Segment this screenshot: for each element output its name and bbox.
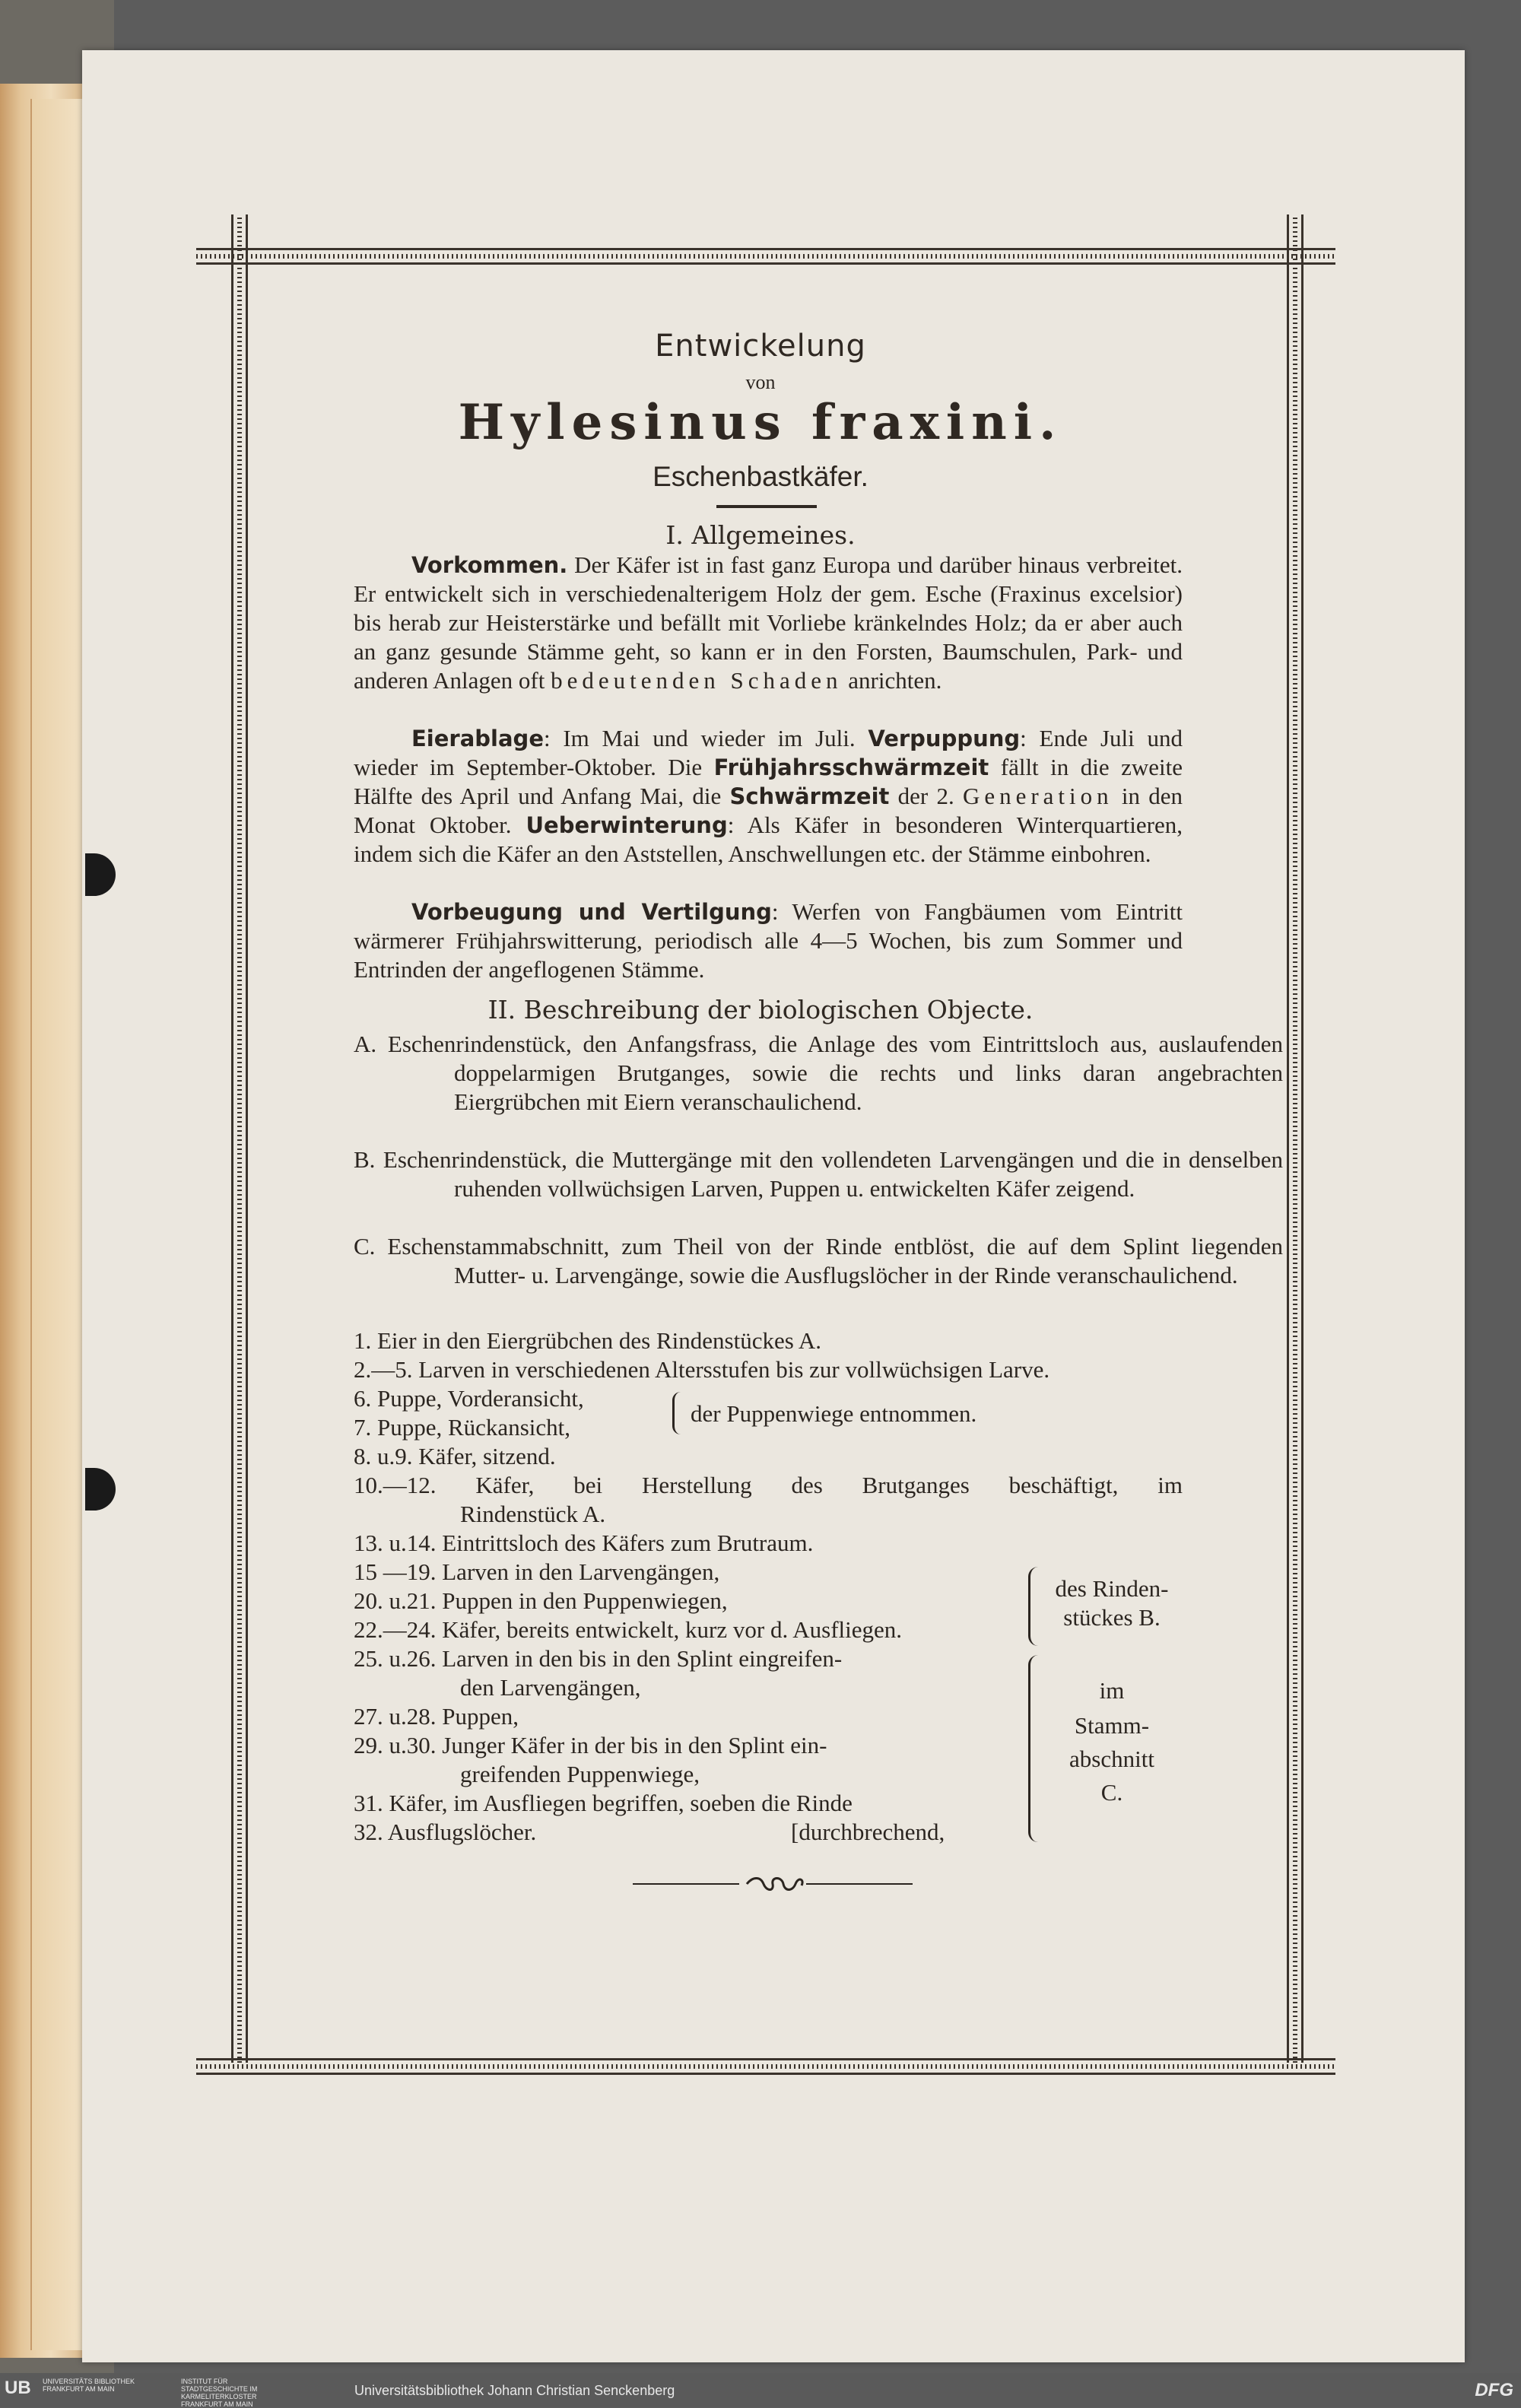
text-eierablage: : Im Mai und wieder im Juli. <box>544 725 868 751</box>
text-vorkommen: Der Käfer ist in fast ganz Europa und darüber hinaus verbreitet. Er entwickelt sich in verschiedenalterigem Holz der gem. Esche (Fraxinus excelsior) bis herab zur Heisterstärke und befällt mit Vorliebe kränkelndes Holz; da er aber auch an ganz gesunde Stämme geht, so kann er in den Forsten, Baumschulen, Park- und anderen Anlagen oft <box>354 551 1183 694</box>
list-line: 20. u.21. Puppen in den Puppenwiegen, <box>354 1587 728 1614</box>
list-line: 2.—5. Larven in verschiedenen Altersstufen bis zur vollwüchsigen Larve. <box>354 1356 1050 1383</box>
text-fruehjahr: fällt in die zweite Hälfte des April und Anfang Mai, die <box>354 754 1183 809</box>
list-line: 1. Eier in den Eiergrübchen des Rindenstückes A. <box>354 1327 821 1354</box>
object-b: B. Eschenrindenstück, die Muttergänge mit den vollendeten Larvengängen und die in denselben ruhenden vollwüchsigen Larven, Puppen u. entwickelten Käfer zeigend. <box>354 1146 1283 1202</box>
text-vorkommen-spaced: bedeutenden Schaden <box>551 667 843 694</box>
list-line: 13. u.14. Eintrittsloch des Käfers zum Brutraum. <box>354 1530 814 1556</box>
rinden-note-2: stückes B. <box>1063 1604 1161 1631</box>
title-entwickelung: Entwickelung <box>655 329 866 364</box>
text-vorkommen-end: anrichten. <box>842 667 942 694</box>
object-a: A. Eschenrindenstück, den Anfangsfrass, die Anlage des vom Eintrittsloch aus, auslaufenden doppelarmigen Brutganges, sowie die rechts und links daran angebrachten Eiergrübchen mit Eiern veranschaulichend. <box>354 1031 1283 1115</box>
library-name: Universitätsbibliothek Johann Christian Senckenberg <box>354 2383 675 2398</box>
text-verpuppung: : Ende Juli und wieder im September-Oktober. Die <box>354 725 1183 780</box>
ornament-divider <box>633 1876 913 1892</box>
list-line: 22.—24. Käfer, bereits entwickelt, kurz vor d. Ausfliegen. <box>354 1616 903 1643</box>
species-title: Hylesinus fraxini. <box>458 394 1063 451</box>
frame-top <box>196 248 1335 265</box>
paragraph-vorkommen <box>354 551 1183 695</box>
list-line: 25. u.26. Larven in den bis in den Splint eingreifen- <box>354 1645 843 1672</box>
list-line: [durchbrechend, <box>791 1819 945 1845</box>
section1-heading: I. Allgemeines. <box>665 520 856 550</box>
label-fruehjahrsschwaermzeit: Frühjahrsschwärmzeit <box>713 754 989 780</box>
list-line: 15 —19. Larven in den Larvengängen, <box>354 1558 720 1585</box>
title-von: von <box>745 371 776 393</box>
label-vorkommen: Vorkommen. <box>411 552 568 578</box>
list-line: 10.—12. Käfer, bei Herstellung des Brutganges beschäftigt, im <box>354 1472 1183 1498</box>
stamm-note-1: im <box>1099 1677 1125 1704</box>
section2-heading: II. Beschreibung der biologischen Objecte. <box>487 995 1034 1025</box>
footer-bar <box>0 2373 1521 2407</box>
stamm-note-3: abschnitt <box>1069 1746 1154 1772</box>
brace-puppe <box>672 1392 681 1434</box>
text-schwaermzeit-a: der 2. <box>889 783 963 809</box>
object-c: C. Eschenstammabschnitt, zum Theil von der Rinde entblöst, die auf dem Splint liegenden Mutter- u. Larvengänge, sowie die Ausflugslöcher in der Rinde veranschaulichend. <box>354 1233 1283 1288</box>
brace-rindenstueck-b <box>1028 1567 1038 1646</box>
list-line: 7. Puppe, Rückansicht, <box>354 1414 570 1441</box>
list-line: Rindenstück A. <box>460 1501 606 1527</box>
institute-text: INSTITUT FÜR STADTGESCHICHTE IM KARMELITERKLOSTER FRANKFURT AM MAIN <box>181 2378 258 2408</box>
list-line: greifenden Puppenwiege, <box>460 1761 700 1787</box>
label-verpuppung: Verpuppung <box>868 726 1021 751</box>
paragraph-vorbeugung <box>354 897 1183 984</box>
list-line: den Larvengängen, <box>460 1674 641 1701</box>
list-line: 31. Käfer, im Ausfliegen begriffen, soeben die Rinde <box>354 1790 853 1816</box>
title-rule <box>716 505 817 508</box>
list-line: 32. Ausflugslöcher. <box>354 1819 537 1845</box>
label-schwaermzeit: Schwärmzeit <box>729 783 890 809</box>
dfg-logo: DFG <box>1475 2380 1513 2400</box>
ub-text: UNIVERSITÄTS BIBLIOTHEK FRANKFURT AM MAIN <box>43 2378 135 2393</box>
ub-logo: UB <box>5 2378 31 2398</box>
label-ueberwinterung: Ueberwinterung <box>526 812 728 838</box>
list-line: 6. Puppe, Vorderansicht, <box>354 1385 584 1412</box>
common-name: Eschenbastkäfer. <box>653 461 868 492</box>
list-line: 8. u.9. Käfer, sitzend. <box>354 1443 556 1469</box>
list-line: 29. u.30. Junger Käfer in der bis in den Splint ein- <box>354 1732 827 1758</box>
text-ueberwinterung: : Als Käfer in besonderen Winterquartieren, indem sich die Käfer an den Aststellen, Anschwellungen etc. der Stämme einbohren. <box>354 812 1183 867</box>
text-schwaermzeit-b: in den Monat Oktober. <box>354 783 1183 838</box>
puppenwiege-note: der Puppenwiege entnommen. <box>691 1400 977 1427</box>
list-line: 27. u.28. Puppen, <box>354 1703 519 1730</box>
text-vorbeugung: : Werfen von Fangbäumen vom Eintritt wärmerer Frühjahrswitterung, periodisch alle 4—5 Wochen, bis zum Sommer und Entrinden der angeflogenen Stämme. <box>354 898 1183 983</box>
frame-bottom <box>196 2058 1335 2075</box>
paragraph-eierablage <box>354 724 1183 869</box>
stamm-note-2: Stamm- <box>1074 1712 1150 1739</box>
brace-stammabschnitt-c <box>1028 1655 1038 1842</box>
rinden-note-1: des Rinden- <box>1055 1575 1169 1602</box>
text-generation-spaced: Generation <box>962 783 1113 809</box>
stamm-note-4: C. <box>1100 1779 1123 1806</box>
label-eierablage: Eierablage <box>411 726 544 751</box>
label-vorbeugung: Vorbeugung und Vertilgung <box>411 899 772 925</box>
